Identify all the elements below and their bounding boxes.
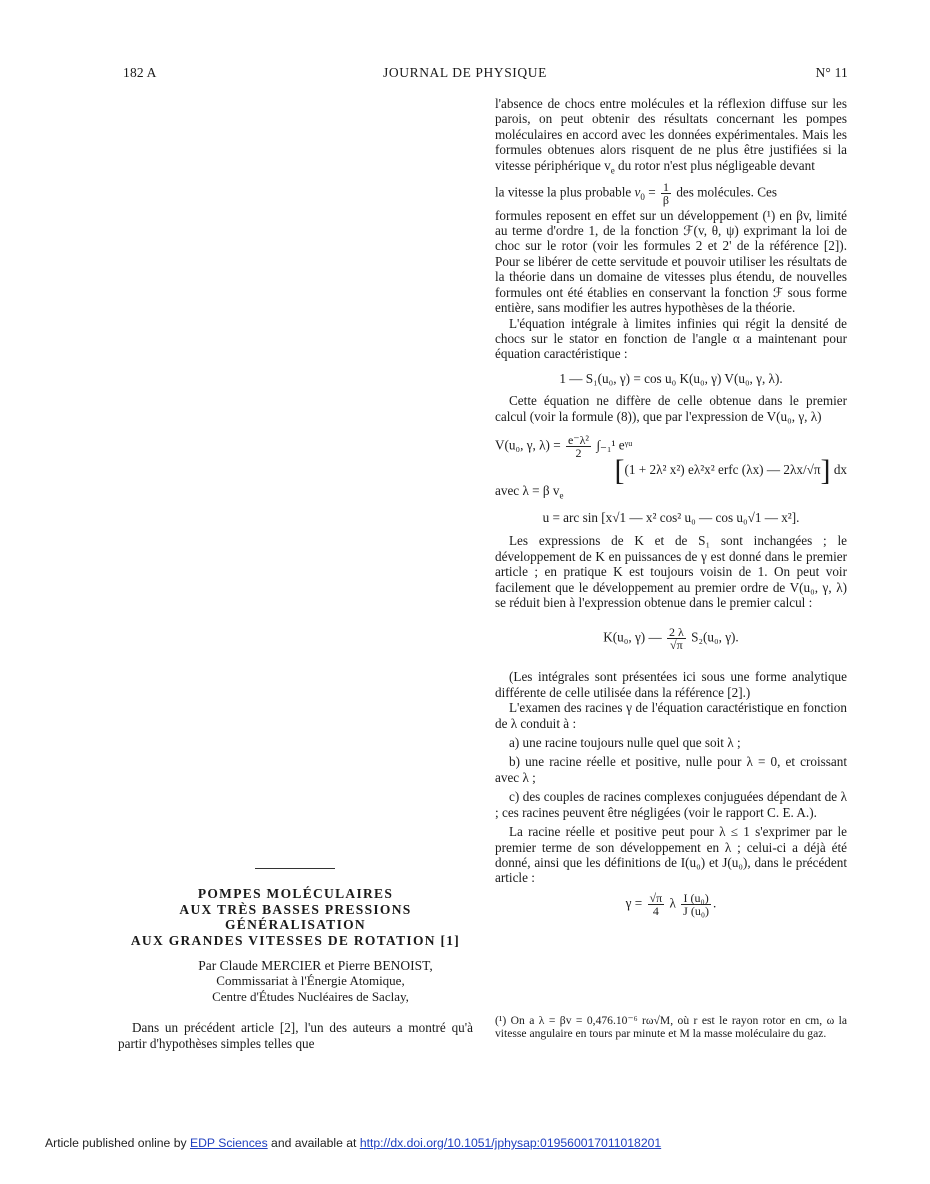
doi-link[interactable]: http://dx.doi.org/10.1051/jphysap:019560017011018201 <box>359 1136 662 1150</box>
list-item-a: a) une racine toujours nulle quel que soit λ ; <box>509 735 741 751</box>
publisher-link[interactable]: EDP Sciences <box>189 1136 268 1150</box>
equation-first-order: K(u₀, γ) — $\frac{2 \lambda}{√\pi}$ S₂(u₀, γ). <box>603 625 739 653</box>
equation-gamma: γ = $\frac{√\pi}{4}$ λ $\frac{\text{I (u₀)}}{\text{J (u₀)}}$ . <box>625 890 717 918</box>
affiliation-1: Commissariat à l'Énergie Atomique, <box>216 973 405 989</box>
equation-characteristic: 1 — S₁(u₀, γ) = cos u₀ K(u₀, γ) V(u₀, γ, λ). <box>559 370 783 386</box>
fraction-sqrtpi-over-4: $\frac{√\pi}{4}$ <box>649 890 663 918</box>
paragraph-2: L'équation intégrale à limites infinies qui régit la densité de chocs sur le stator en fonction de l'angle α a maintenant pour équation caractéristique : <box>495 315 847 362</box>
paragraph-6: L'examen des racines γ de l'équation caractéristique en fonction de λ conduit à : <box>495 700 847 731</box>
fraction-exp-over-2: $\frac{\text{e⁻λ²}}{2}$ <box>567 432 590 460</box>
article-header <box>118 886 473 1051</box>
equation-V-bracket: [(1 + 2λ² x²) eλ²x² erfc (λx) — 2λx/√π] dx <box>614 453 847 487</box>
paragraph-1-fraction-line: la vitesse la plus probable $v_0$ = $\frac{1}{\beta}$ des molécules. Ces <box>495 179 778 207</box>
right-column <box>495 96 847 917</box>
authors: Par Claude MERCIER et Pierre BENOIST, <box>198 958 433 973</box>
issue-number: N° 11 <box>815 65 848 80</box>
page-number: 182 A <box>123 65 157 80</box>
paragraph-1: l'absence de chocs entre molécules et la réflexion diffuse sur les parois, on peut obtenir des résultats concernant les pompes moléculaires en accord avec les données expérimentales. Mais les formules obtenues alors risquent de ne plus être justifiées si la vitesse périphérique $v_e$ du rotor n'est plus négligeable devant <box>495 96 847 176</box>
equation-u: u = arc sin [x√1 — x² cos² u₀ — cos u₀√1 — x²]. <box>542 510 800 525</box>
affiliation-2: Centre d'Études Nucléaires de Saclay, <box>212 988 409 1004</box>
article-title-line-2: AUX TRÈS BASSES PRESSIONS <box>179 901 412 917</box>
running-title: JOURNAL DE PHYSIQUE <box>383 65 547 80</box>
footnote: (¹) On a λ = βv = 0,476.10⁻⁶ rω√M, où r est le rayon rotor en cm, ω la vitesse angulaire en tours par minute et M la masse moléculaire du gaz. <box>495 1014 847 1040</box>
article-title-line-1: POMPES MOLÉCULAIRES <box>197 886 394 901</box>
list-item-b: b) une racine réelle et positive, nulle pour λ = 0, et croissant avec λ ; <box>495 754 847 785</box>
equation-V: V(u₀, γ, λ) = $\frac{\text{e⁻λ²}}{2}$ ∫₋₁¹ eᵞᵘ <box>495 432 633 460</box>
avec-lambda: avec λ = β $v_e$ <box>495 482 564 501</box>
fraction-one-over-beta: $\frac{1}{\beta}$ <box>662 179 670 207</box>
fraction-2lambda-over-sqrtpi: $\frac{2 \lambda}{√\pi}$ <box>668 625 684 653</box>
article-title-line-3: GÉNÉRALISATION <box>225 917 366 932</box>
article-title-line-4: AUX GRANDES VITESSES DE ROTATION [1] <box>130 932 461 948</box>
fraction-I-over-J: $\frac{\text{I (u₀)}}{\text{J (u₀)}}$ <box>683 890 710 918</box>
list-item-c: c) des couples de racines complexes conjuguées dépendant de λ ; ces racines peuvent être négligées (voir le rapport C. E. A.). <box>495 789 847 820</box>
paragraph-4: Les expressions de K et de S₁ sont inchangées ; le développement de K en puissances de γ est donné dans le premier article ; en pratique K est toujours voisin de 1. On peut voir facilement que le développement au premier ordre de V(u₀, γ, λ) se réduit bien à l'expression obtenue dans le premier calcul : <box>495 533 847 611</box>
separator-rule <box>255 868 335 869</box>
publication-footer: Article published online by EDP Sciences and available at http://dx.doi.org/10.1051/jphysap:019560017011018201 <box>45 1136 662 1150</box>
intro-paragraph: Dans un précédent article [2], l'un des auteurs a montré qu'à partir d'hypothèses simples telles que <box>118 1020 473 1051</box>
paragraph-5: (Les intégrales sont présentées ici sous une forme analytique différente de celle utilisée dans la référence [2].) <box>495 669 847 700</box>
paragraph-1-continued: formules reposent en effet sur un développement (¹) en βv, limité au terme d'ordre 1, de la fonction ℱ(v, θ, ψ) exprimant la loi de choc sur le rotor (voir les formules 2 et 2' de la référence [2]). Pour se libérer de cette servitude et pouvoir utiliser les résultats de la théorie dans un domaine de vitesses plus étendu, de nouvelles formules ont été établies en conservant la fonction ℱ sous forme entière, sans modifier les autres hypothèses de la théorie. <box>495 207 847 316</box>
paragraph-3: Cette équation ne diffère de celle obtenue dans le premier calcul (voir la formule (8)), que par l'expression de V(u₀, γ, λ) <box>495 393 847 424</box>
paragraph-7: La racine réelle et positive peut pour λ ≤ 1 s'exprimer par le premier terme de son développement en λ ; celui-ci a déjà été donné, ainsi que les définitions de I(u₀) et J(u₀), dans le précédent article : <box>495 824 847 886</box>
